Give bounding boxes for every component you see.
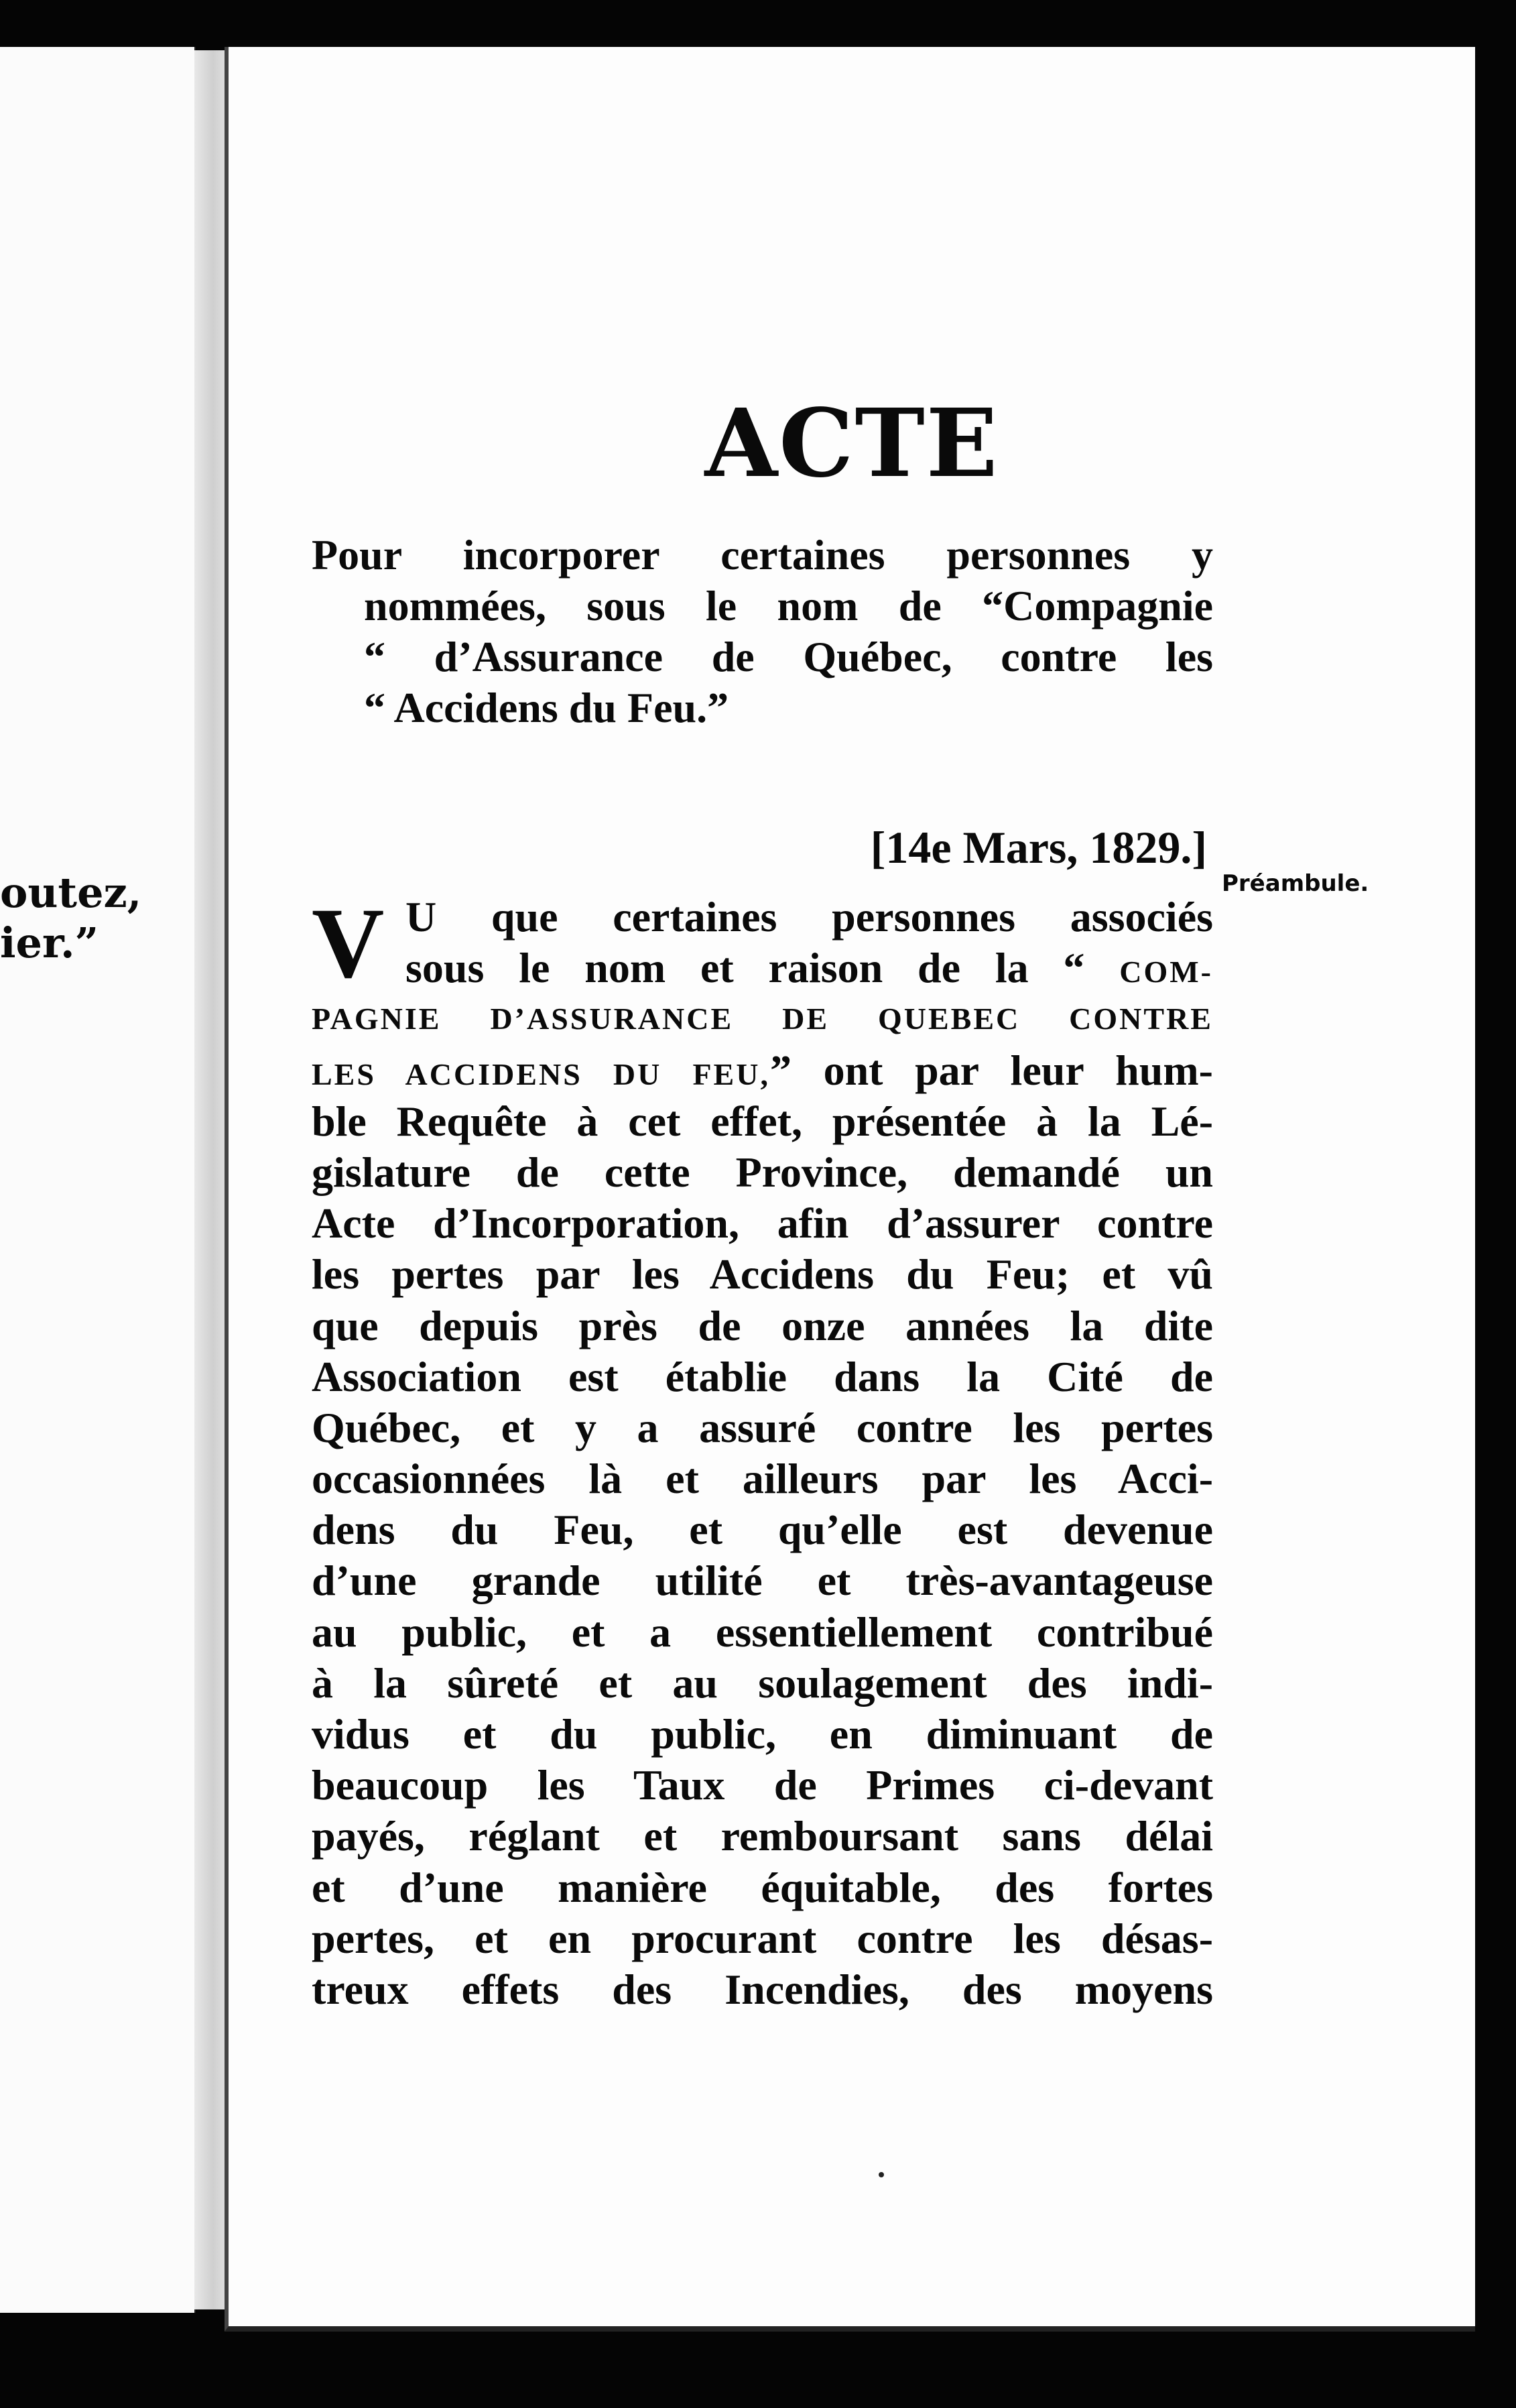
body-line: vidus et du public, en diminuant de — [312, 1710, 1213, 1758]
body-text — [312, 888, 1213, 2015]
body-line: à la sûreté et au soulagement des indi- — [312, 1659, 1213, 1707]
document-title: ACTE — [704, 389, 999, 499]
body-line: Association est établie dans la Cité de — [312, 1352, 1213, 1400]
small-caps-text: LES ACCIDENS DU FEU, — [312, 1057, 770, 1091]
body-line: ble Requête à cet effet, présentée à la Lé- — [312, 1097, 1213, 1145]
body-line: U que certaines personnes associés — [405, 893, 1213, 941]
body-line — [312, 1045, 1213, 1096]
margin-note: Préambule. — [1222, 870, 1369, 897]
ink-speck — [879, 2172, 884, 2177]
body-line — [312, 943, 1213, 994]
body-line: beaucoup les Taux de Primes ci-devant — [312, 1761, 1213, 1809]
body-line: occasionnées là et ailleurs par les Acci- — [312, 1455, 1213, 1503]
subtitle-line: “ Accidens du Feu.” — [364, 684, 729, 731]
enactment-date: [14e Mars, 1829.] — [870, 822, 1207, 873]
left-page-fragment: ier.” — [0, 918, 99, 967]
body-line: Acte d’Incorporation, afin d’assurer contre — [312, 1199, 1213, 1248]
subtitle-line: Pour incorporer certaines personnes y — [312, 531, 1213, 579]
body-line: les pertes par les Accidens du Feu; et vû — [312, 1250, 1213, 1299]
left-page-fragment: outez, — [0, 868, 142, 917]
small-caps-text: COM- — [1119, 955, 1213, 989]
subtitle-line: nommées, sous le nom de “Compagnie — [364, 582, 1213, 629]
body-line: treux effets des Incendies, des moyens — [312, 1965, 1213, 2013]
body-line: pertes, et en procurant contre les désas- — [312, 1914, 1213, 1962]
small-caps-line: PAGNIE D’ASSURANCE DE QUEBEC CONTRE — [312, 1002, 1213, 1036]
right-page — [225, 47, 1475, 2332]
drop-cap: V — [312, 888, 385, 999]
body-line: que depuis près de onze années la dite — [312, 1301, 1213, 1349]
body-line-part: sous le nom et raison de la “ — [405, 944, 1120, 992]
body-line-part: ” ont par leur hum- — [769, 1046, 1213, 1094]
body-line: Québec, et y a assuré contre les pertes — [312, 1403, 1213, 1451]
body-line: payés, réglant et remboursant sans délai — [312, 1812, 1213, 1860]
body-line: et d’une manière équitable, des fortes — [312, 1863, 1213, 1911]
body-line: d’une grande utilité et très-avantageuse — [312, 1557, 1213, 1605]
left-page — [0, 47, 196, 2313]
body-line: gislature de cette Province, demandé un — [312, 1148, 1213, 1196]
body-line: dens du Feu, et qu’elle est devenue — [312, 1506, 1213, 1554]
body-line: au public, et a essentiellement contribué — [312, 1608, 1213, 1656]
subtitle-line: “ d’Assurance de Québec, contre les — [364, 633, 1213, 680]
document-subtitle — [312, 530, 1213, 733]
